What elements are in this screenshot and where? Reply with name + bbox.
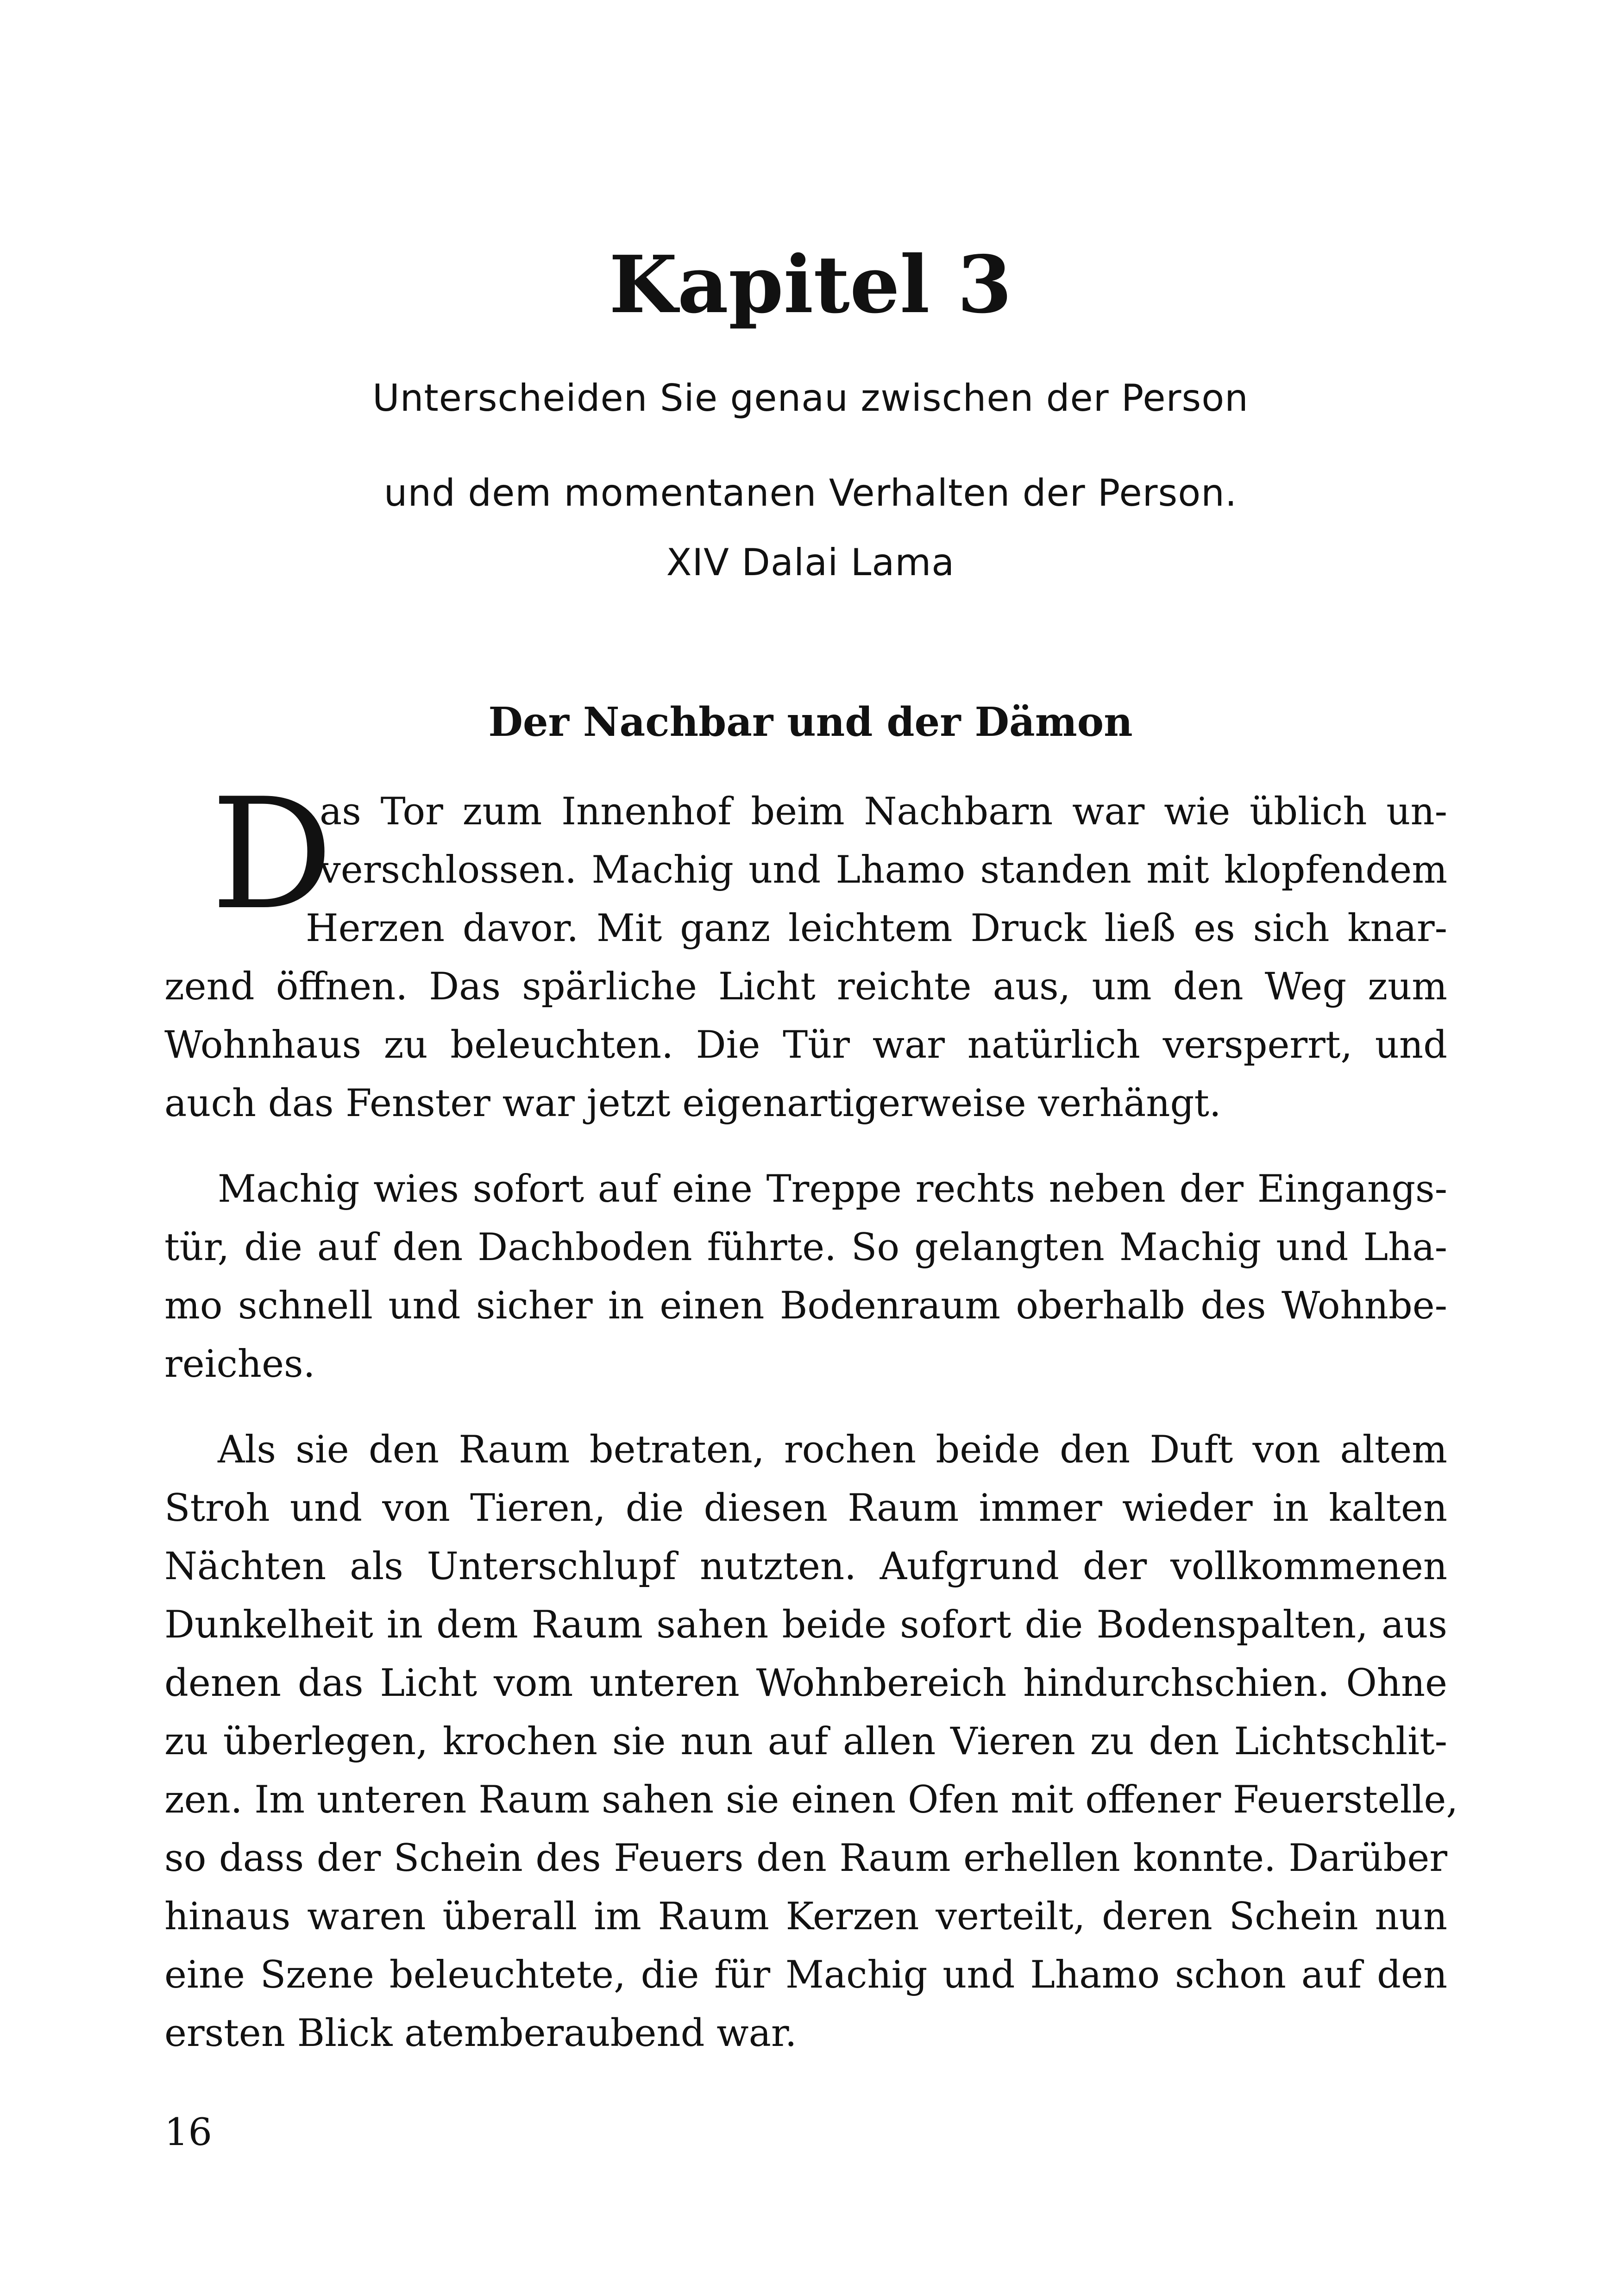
paragraph-line: as Tor zum Innenhof beim Nachbarn war wie üblich un- xyxy=(320,790,1447,834)
paragraph-line: so dass der Schein des Feuers den Raum erhellen konnte. Darüber xyxy=(164,1837,1447,1880)
epigraph-line-1: Unterscheiden Sie genau zwischen der Person xyxy=(372,376,1249,420)
paragraph-line: denen das Licht vom unteren Wohnbereich hindurchschien. Ohne xyxy=(164,1662,1447,1705)
paragraph-line: reiches. xyxy=(164,1342,315,1386)
epigraph-line-2: und dem momentanen Verhalten der Person. xyxy=(383,471,1238,514)
paragraph-line: Wohnhaus zu beleuchten. Die Tür war natürlich versperrt, und xyxy=(164,1023,1447,1067)
paragraph-line: Herzen davor. Mit ganz leichtem Druck ließ es sich knar- xyxy=(306,907,1447,950)
paragraph-line: mo schnell und sicher in einen Bodenraum oberhalb des Wohnbe- xyxy=(164,1284,1447,1328)
page-number: 16 xyxy=(164,2111,213,2154)
paragraph-line: Als sie den Raum betraten, rochen beide den Duft von altem xyxy=(218,1428,1447,1472)
chapter-title: Kapitel 3 xyxy=(609,238,1012,331)
paragraph-line: hinaus waren überall im Raum Kerzen verteilt, deren Schein nun xyxy=(164,1895,1447,1938)
paragraph-line: zend öffnen. Das spärliche Licht reichte aus, um den Weg zum xyxy=(164,965,1447,1009)
section-heading: Der Nachbar und der Dämon xyxy=(488,699,1133,746)
paragraph-line: Nächten als Unterschlupf nutzten. Aufgrund der vollkommenen xyxy=(164,1545,1447,1588)
paragraph-line: verschlossen. Machig und Lhamo standen mit klopfendem xyxy=(320,848,1447,892)
paragraph-line: eine Szene beleuchtete, die für Machig und Lhamo schon auf den xyxy=(164,1953,1447,1997)
paragraph-line: zen. Im unteren Raum sahen sie einen Ofen mit offener Feuerstelle, xyxy=(164,1778,1458,1822)
paragraph-line: tür, die auf den Dachboden führte. So gelangten Machig und Lha- xyxy=(164,1226,1447,1269)
paragraph-line: Stroh und von Tieren, die diesen Raum immer wieder in kalten xyxy=(164,1487,1447,1530)
paragraph-line: ersten Blick atemberaubend war. xyxy=(164,2012,797,2055)
epigraph-attribution: XIV Dalai Lama xyxy=(666,541,955,584)
paragraph-line: Machig wies sofort auf eine Treppe rechts neben der Eingangs- xyxy=(218,1167,1447,1211)
paragraph-line: auch das Fenster war jetzt eigenartigerweise verhängt. xyxy=(164,1082,1221,1125)
paragraph-line: Dunkelheit in dem Raum sahen beide sofort die Bodenspalten, aus xyxy=(164,1603,1447,1647)
drop-cap: D xyxy=(211,765,333,943)
paragraph-line: zu überlegen, krochen sie nun auf allen Vieren zu den Lichtschlit- xyxy=(164,1720,1447,1763)
